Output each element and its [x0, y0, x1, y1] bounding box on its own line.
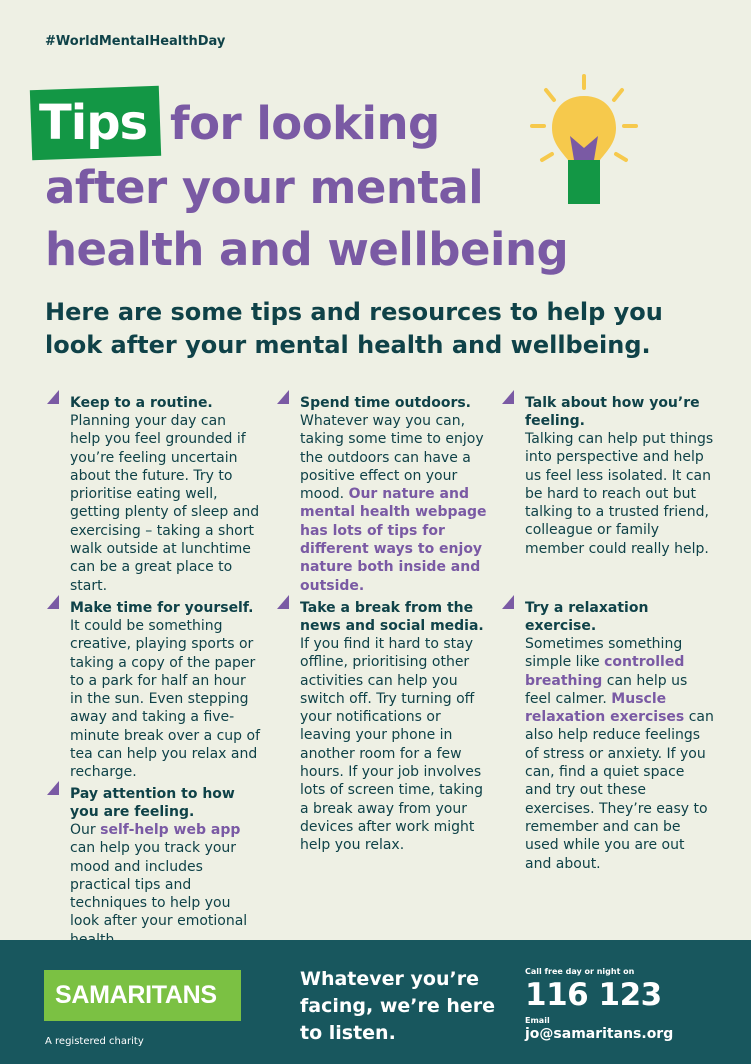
tip-heading: Keep to a routine.: [70, 395, 213, 411]
tip-break: [275, 599, 490, 855]
tip-relax: [500, 599, 715, 873]
tip-body: Our self-help web app can help you track your mood and includes practical tips and techniques to help you look after your emotional: [70, 822, 248, 930]
bullet-marker-icon: [275, 593, 295, 613]
tip-attention: [45, 785, 260, 949]
tip-body: If you find it hard to stay offline, prioritising other activities can help you switch off. Try turning off your notifications or leaving your phone in another room for a few hours. If your job involves lots of screen time, taking a break away from your devices after work might help you relax.: [300, 636, 483, 854]
tip-heading: Take a break from the news and social media.: [300, 600, 484, 634]
bullet-marker-icon: [45, 593, 65, 613]
title-line-1: for looking: [170, 97, 440, 150]
bullet-marker-icon: [275, 388, 295, 408]
tip-outdoors: [275, 394, 490, 595]
nature-webpage-link[interactable]: Our nature and mental health webpage has lots of tips for different ways to enjoy nature both inside and outside.: [300, 486, 487, 594]
tip-body: It could be something creative, playing sports or taking a copy of the paper to a park for half an hour in the sun. Even stepping away and taking a five-minute break over a cup of tea can help you relax and recharge.: [70, 618, 261, 781]
title-highlight: Tips: [39, 95, 148, 151]
bullet-marker-icon: [500, 388, 520, 408]
logo-text: SAMARITANS: [55, 981, 217, 1009]
tip-heading: Try a relaxation exercise.: [525, 600, 649, 634]
email-link[interactable]: jo@samaritans.org: [525, 1026, 674, 1042]
bullet-marker-icon: [45, 388, 65, 408]
tip-heading: Pay attention to how you are feeling.: [70, 786, 235, 820]
footer-tagline: Whatever you’re facing, we’re here to listen.: [300, 968, 496, 1044]
tip-body: Planning your day can help you feel grounded if you’re feeling uncertain about the future. Try to prioritise eating well, getting plenty of sleep and exercising – taking a short walk outside at lunchtime can be a great place to start.: [70, 413, 260, 594]
tip-routine: [45, 394, 260, 595]
subtitle: Here are some tips and resources to help you look after your mental health and wellbeing.: [45, 298, 663, 359]
registered-charity-text: A registered charity: [45, 1036, 144, 1047]
tip-body: Whatever way you can, taking some time to enjoy the outdoors can have a positive effect on your mood. Our nature and mental health webpage has lots of tips for different ways to enjoy nature both inside and outside.: [300, 413, 487, 594]
hashtag: #WorldMentalHealthDay: [45, 34, 226, 49]
tip-heading: Talk about how you’re feeling.: [525, 395, 700, 429]
tip-talk: [500, 394, 715, 558]
title-line-3: health and wellbeing: [45, 223, 569, 276]
samaritans-logo[interactable]: [44, 970, 241, 1021]
bullet-marker-icon: [500, 593, 520, 613]
phone-number[interactable]: 116 123: [525, 977, 662, 1013]
tip-heading: Make time for yourself.: [70, 600, 254, 616]
muscle-relaxation-link[interactable]: Muscle relaxation exercises: [525, 690, 685, 726]
tip-heading: Spend time outdoors.: [300, 395, 472, 411]
footer: [0, 940, 751, 1064]
controlled-breathing-link[interactable]: controlled breathing: [525, 654, 685, 689]
bullet-marker-icon: [45, 779, 65, 799]
email-label: Email: [525, 1016, 550, 1025]
call-label: Call free day or night on: [525, 967, 635, 976]
tip-body: Sometimes something simple like controlled breathing can help us feel calmer. Muscle relaxation exercises can also help reduce feelings of stress or anxiety. If you can, find a quiet space and try out these exercises. They’re easy to remember and can be used while you are out and about.: [525, 636, 714, 872]
tip-yourself: [45, 599, 260, 782]
lightbulb-icon: [528, 74, 648, 214]
tip-body: Talking can help put things into perspective and help us feel less isolated. It can be hard to reach out but talking to a trusted friend, colleague or family member could really help.: [525, 431, 714, 557]
title-line-2: after your mental: [45, 161, 484, 214]
self-help-app-link[interactable]: self-help web app: [100, 822, 241, 838]
